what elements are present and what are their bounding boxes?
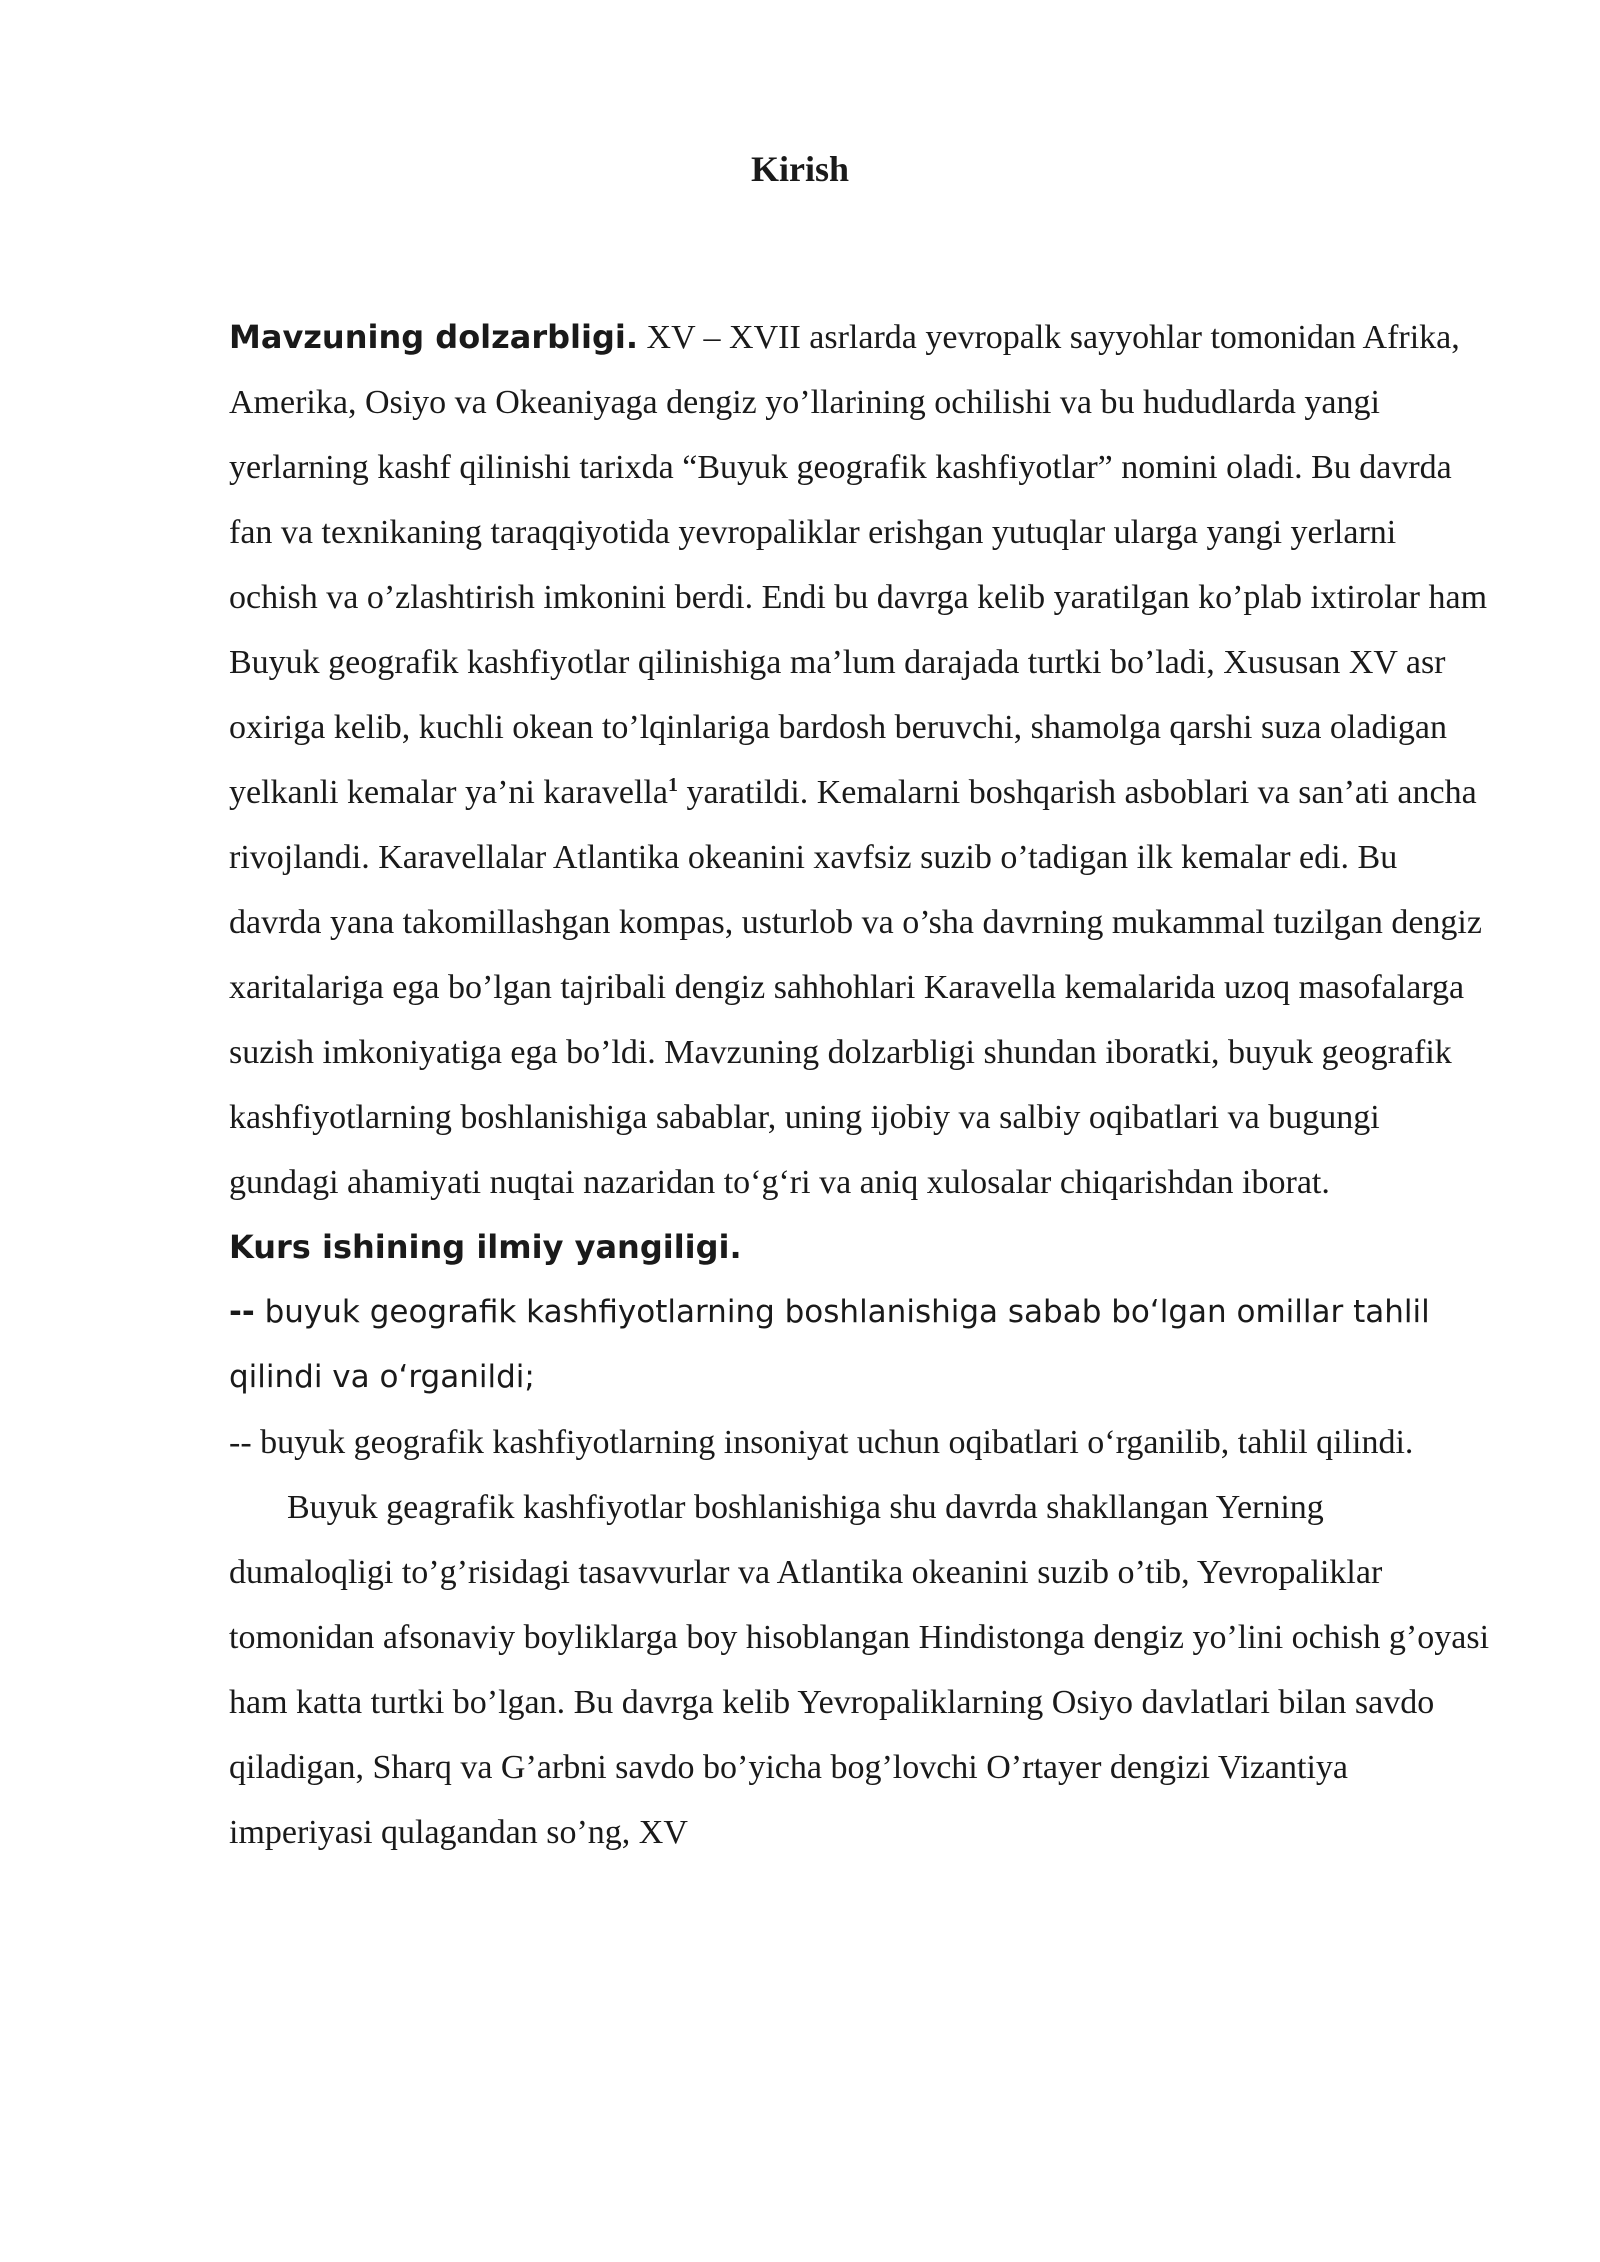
discoveries-paragraph: Buyuk geagrafik kashfiyotlar boshlanishiga shu davrda shakllangan Yerning dumaloqligi to’g’risidagi tasavvurlar va Atlantika okeanini suzib o’tib, Yevropaliklar tomonidan afsonaviy boyliklarga boy hisoblangan Hindistonga dengiz yo’lini ochish g’oyasi ham katta turtki bo’lgan. Bu davrga kelib Yevropaliklarning Osiyo davlatlari bilan savdo qiladigan, Sharq va G’arbni savdo bo’yicha bog’lovchi O’rtayer dengizi Vizantiya imperiyasi qulagandan so’ng, XV	[229, 1489, 1490, 1851]
novelty-item-1-dash: --	[229, 1294, 255, 1330]
novelty-item-2: -- buyuk geografik kashfiyotlarning insoniyat uchun oqibatlari o‘rganilib, tahlil qilindi.	[229, 1424, 1414, 1461]
relevance-text-part1: XV – XVII asrlarda yevropalk sayyohlar tomonidan Afrika, Amerika, Osiyo va Okeaniyaga dengiz yo’llarining ochilishi va bu hududlarda yangi yerlarning kashf qilinishi tarixda “Buyuk geografik kashfiyotlar” nomini oladi. Bu davrda fan va texnikaning taraqqiyotida yevropaliklar erishgan yutuqlar ularga yangi yerlarni ochish va o’zlashtirish imkonini berdi. Endi bu davrga kelib yaratilgan ko’plab ixtirolar ham Buyuk geografik kashfiyotlar qilinishiga ma’lum darajada turtki bo’ladi, Xususan XV asr oxiriga kelib, kuchli okean to’lqinlariga bardosh beruvchi, shamolga qarshi suza oladigan yelkanli kemalar ya’ni karavella	[229, 319, 1488, 811]
novelty-item-1	[229, 1280, 1489, 1410]
relevance-lead: Mavzuning dolzarbligi.	[229, 318, 639, 356]
novelty-heading: Kurs ishining ilmiy yangiligi.	[229, 1228, 742, 1266]
novelty-item-1-text: buyuk geografik kashfiyotlarning boshlanishiga sabab bo‘lgan omillar tahlil qilindi va o‘rganildi;	[229, 1294, 1430, 1395]
document-title: Kirish	[750, 149, 849, 189]
relevance-paragraph	[229, 305, 1489, 1215]
relevance-text-part2: yaratildi. Kemalarni boshqarish asboblari va san’ati ancha rivojlandi. Karavellalar Atlantika okeanini xavfsiz suzib o’tadigan ilk kemalar edi. Bu davrda yana takomillashgan kompas, usturlob va o’sha davrning mukammal tuzilgan dengiz xaritalariga ega bo’lgan tajribali dengiz sahhohlari Karavella kemalarida uzoq masofalarga suzish imkoniyatiga ega bo’ldi. Mavzuning dolzarbligi shundan iboratki, buyuk geografik kashfiyotlarning boshlanishiga sabablar, uning ijobiy va salbiy oqibatlari va bugungi gundagi ahamiyati nuqtai nazaridan to‘g‘ri va aniq xulosalar chiqarishdan iborat.	[229, 774, 1482, 1201]
footnote-ref[interactable]: 1	[667, 774, 678, 796]
document-body	[229, 305, 1489, 1865]
